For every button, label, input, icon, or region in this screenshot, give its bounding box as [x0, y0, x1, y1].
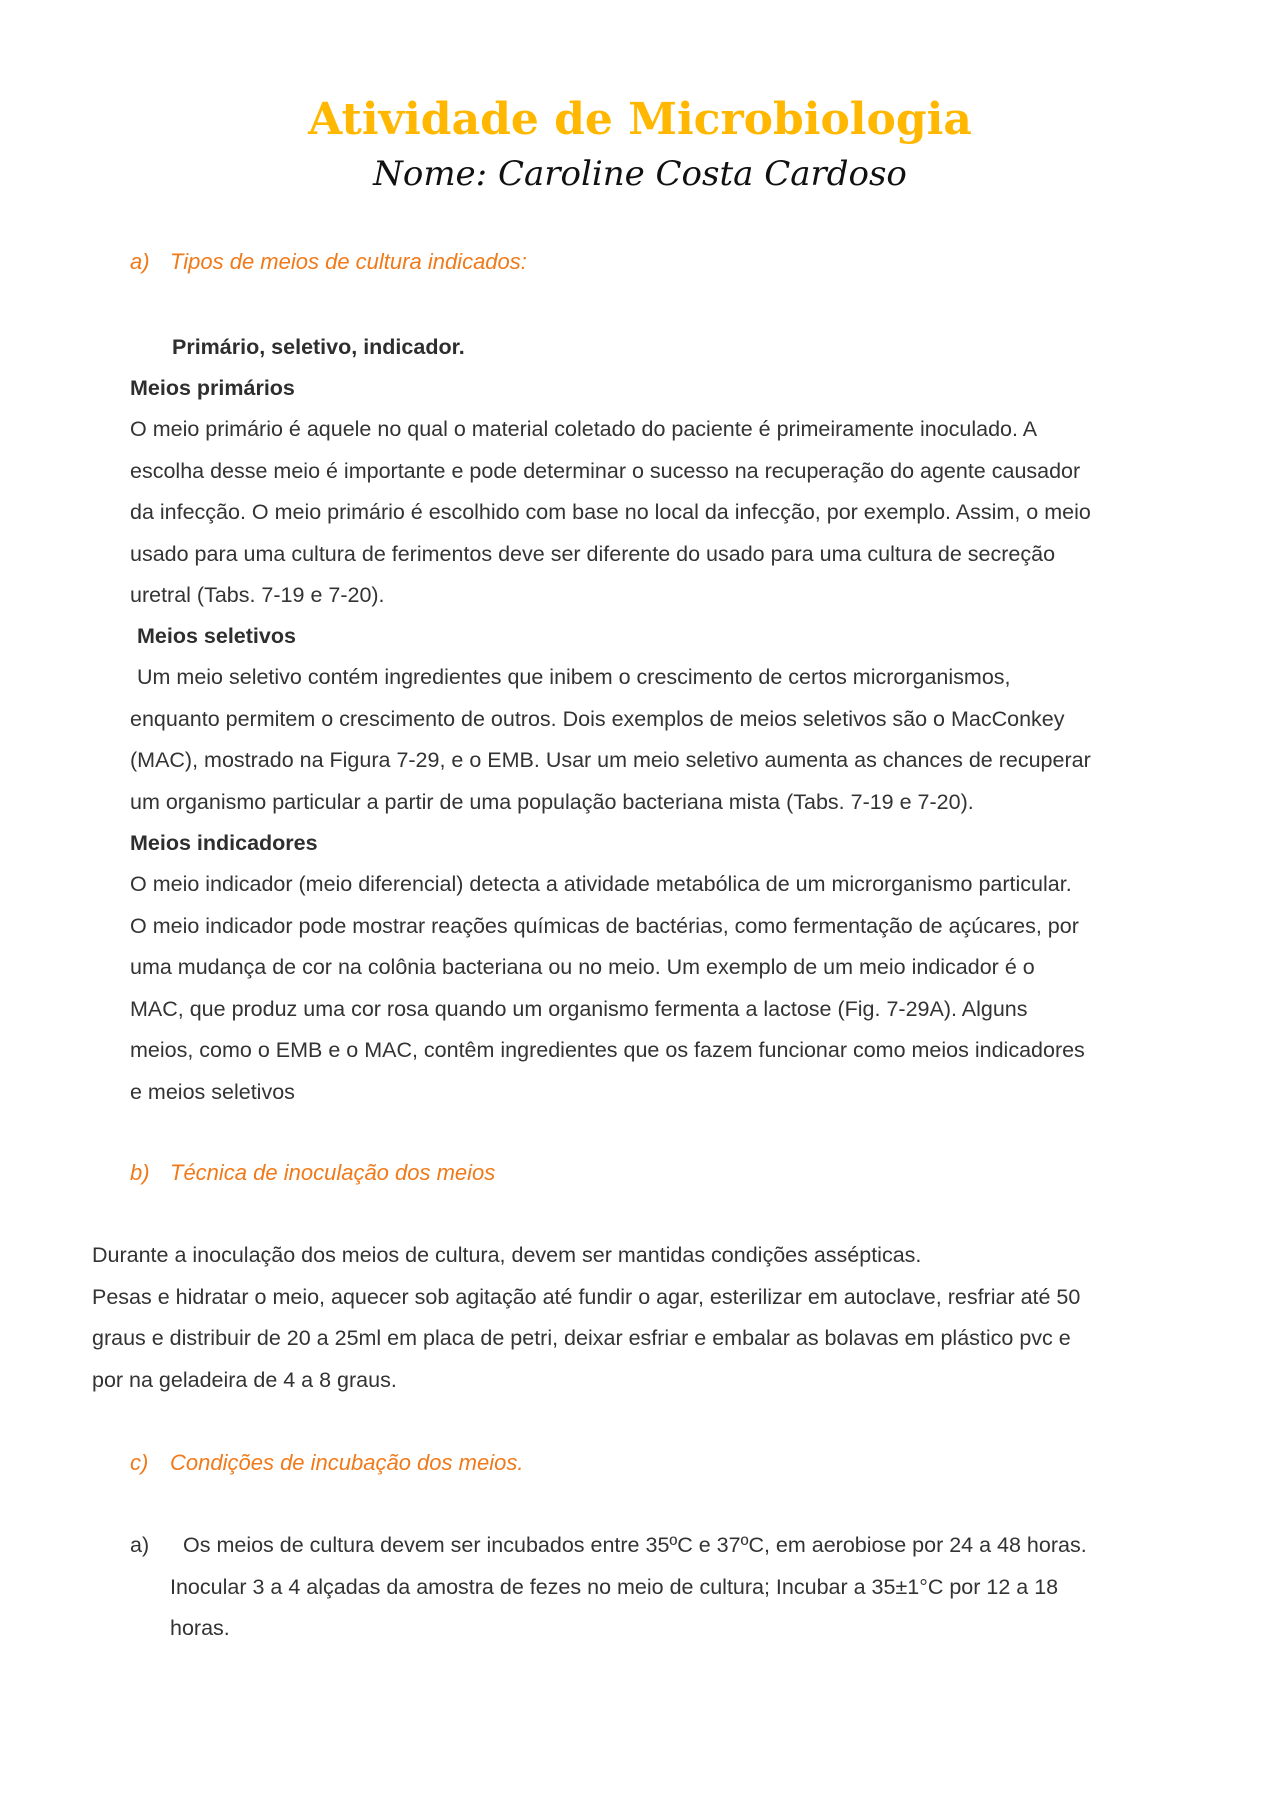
section-c-label: c) — [130, 1450, 149, 1475]
paragraph-line: escolha desse meio é importante e pode determinar o sucesso na recuperação do agente causador — [130, 458, 1081, 483]
paragraph-line: (MAC), mostrado na Figura 7-29, e o EMB. Usar um meio seletivo aumenta as chances de recuperar — [130, 748, 1091, 772]
section-b-heading — [130, 1158, 495, 1188]
incubation-list-item — [170, 1525, 1087, 1650]
section-a-heading — [130, 247, 527, 277]
paragraph-line: graus e distribuir de 20 a 25ml em placa de petri, deixar esfriar e embalar as bolavas em plástico pvc e — [92, 1326, 1071, 1350]
paragraph-line: O meio primário é aquele no qual o material coletado do paciente é primeiramente inoculado. A — [130, 417, 1038, 441]
paragraph-line: uretral (Tabs. 7-19 e 7-20). — [130, 583, 385, 607]
paragraph-line: O meio indicador pode mostrar reações químicas de bactérias, como fermentação de açúcares, por — [130, 913, 1079, 938]
paragraph-line: meios, como o EMB e o MAC, contêm ingredientes que os fazem funcionar como meios indicadores — [130, 1038, 1085, 1062]
section-c-title: Condições de incubação dos meios. — [170, 1450, 524, 1475]
indicator-media-paragraph — [130, 864, 1085, 1113]
media-types-summary: Primário, seletivo, indicador. — [172, 335, 465, 359]
primary-media-title: Meios primários — [130, 376, 295, 400]
paragraph-line: Os meios de cultura devem ser incubados entre 35ºC e 37ºC, em aerobiose por 24 a 48 horas. — [183, 1533, 1087, 1557]
primary-media-paragraph — [130, 409, 1091, 617]
paragraph-line: por na geladeira de 4 a 8 graus. — [92, 1367, 397, 1392]
paragraph-line: Durante a inoculação dos meios de cultura, devem ser mantidas condições assépticas. — [92, 1243, 922, 1267]
indicator-media-title: Meios indicadores — [130, 831, 318, 855]
paragraph-line: O meio indicador (meio diferencial) detecta a atividade metabólica de um microrganismo particular. — [130, 872, 1072, 896]
selective-media-paragraph — [130, 657, 1091, 823]
section-b-title: Técnica de inoculação dos meios — [170, 1160, 496, 1185]
paragraph-line: enquanto permitem o crescimento de outros. Dois exemplos de meios seletivos são o MacConkey — [130, 706, 1065, 731]
section-c-heading — [130, 1448, 523, 1478]
list-item-marker: a) — [130, 1533, 150, 1557]
inoculation-paragraph — [92, 1235, 1080, 1401]
section-b-label: b) — [130, 1160, 150, 1185]
paragraph-line: um organismo particular a partir de uma população bacteriana mista (Tabs. 7-19 e 7-20). — [130, 789, 974, 814]
paragraph-line: Inocular 3 a 4 alçadas da amostra de fezes no meio de cultura; Incubar a 35±1°C por 12 a 18 — [170, 1574, 1059, 1599]
author-name: Nome: Caroline Costa Cardoso — [373, 154, 907, 194]
section-a-title: Tipos de meios de cultura indicados: — [170, 249, 527, 274]
selective-media-title: Meios seletivos — [137, 624, 296, 648]
paragraph-line: horas. — [170, 1616, 230, 1640]
document-title: Atividade de Microbiologia — [308, 94, 972, 145]
paragraph-line: usado para uma cultura de ferimentos deve ser diferente do usado para uma cultura de secreção — [130, 541, 1056, 566]
paragraph-line: da infecção. O meio primário é escolhido com base no local da infecção, por exemplo. Assim, o meio — [130, 500, 1091, 524]
paragraph-line: uma mudança de cor na colônia bacteriana ou no meio. Um exemplo de um meio indicador é o — [130, 955, 1035, 979]
paragraph-line: Pesas e hidratar o meio, aquecer sob agitação até fundir o agar, esterilizar em autoclave, resfriar até 50 — [92, 1284, 1081, 1309]
section-a-label: a) — [130, 249, 150, 274]
paragraph-line: Um meio seletivo contém ingredientes que inibem o crescimento de certos microrganismos, — [137, 665, 1011, 689]
paragraph-line: e meios seletivos — [130, 1079, 295, 1104]
paragraph-line: MAC, que produz uma cor rosa quando um organismo fermenta a lactose (Fig. 7-29A). Alguns — [130, 996, 1028, 1021]
